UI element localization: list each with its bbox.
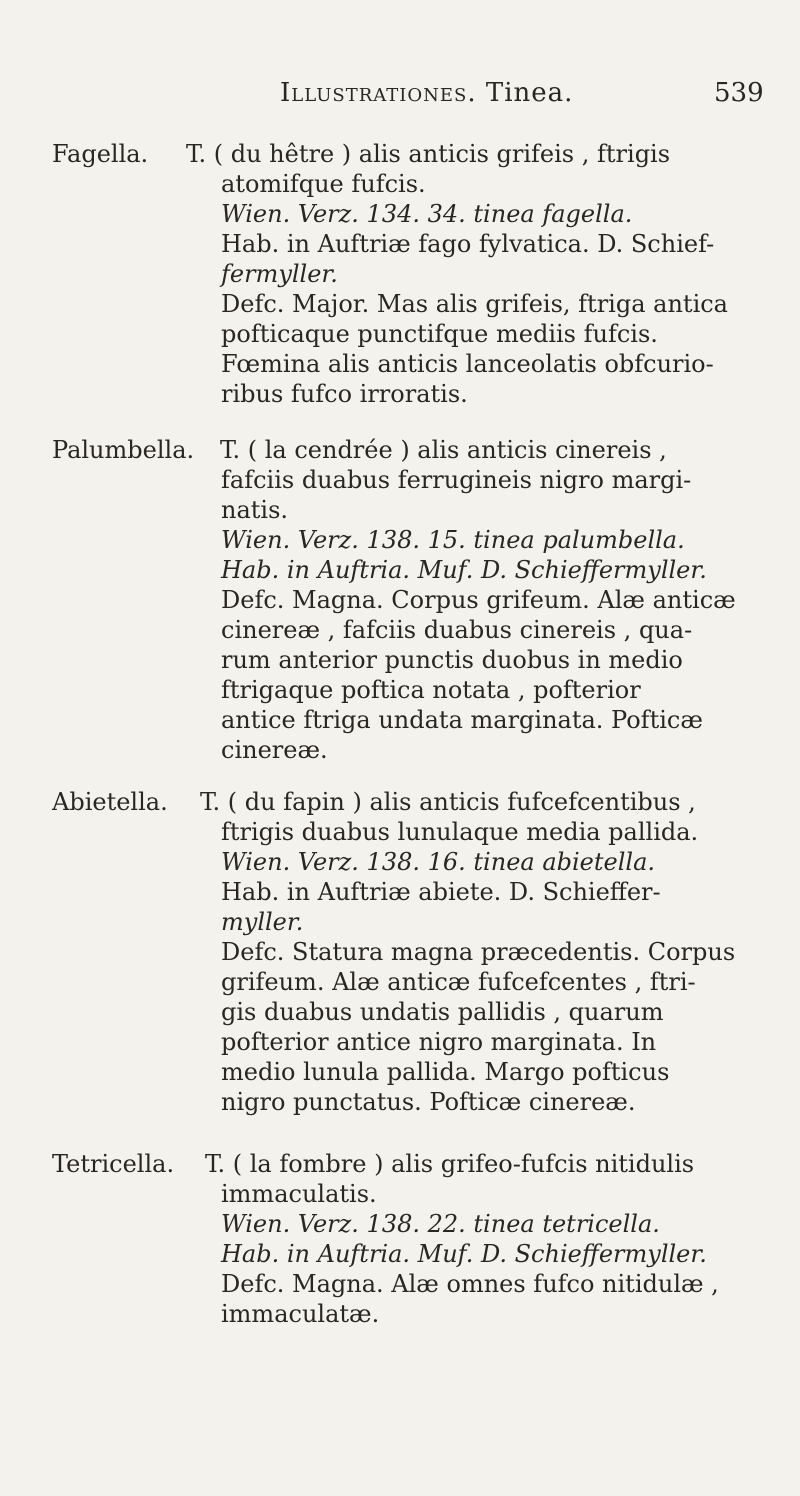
running-header — [0, 78, 800, 118]
species-entry-tetricella — [0, 1150, 800, 1330]
description-line: cinereæ. — [221, 736, 328, 764]
description-line: antice ftriga undata marginata. Pofticæ — [221, 706, 703, 734]
description-line: Defc. Magna. Alæ omnes fufco nitidulæ , — [221, 1270, 719, 1298]
description-line: ftrigaque poftica notata , pofterior — [221, 676, 641, 704]
species-entry-fagella — [0, 140, 800, 410]
description-line: nigro punctatus. Pofticæ cinereæ. — [221, 1088, 636, 1116]
species-name: Palumbella. — [52, 436, 195, 464]
description-line: fafciis duabus ferrugineis nigro margi- — [221, 466, 692, 494]
description-line: T. ( du fapin ) alis anticis fufcefcentibus , — [200, 788, 696, 816]
description-line: Wien. Verz. 138. 16. tinea abietella. — [221, 848, 656, 876]
description-line: Hab. in Auftria. Muf. D. Schieffermyller. — [221, 1240, 707, 1268]
species-name: Fagella. — [52, 140, 149, 168]
description-line: pofticaque punctifque mediis fufcis. — [221, 320, 658, 348]
description-line: natis. — [221, 496, 289, 524]
running-title: Illustrationes. Tinea. — [280, 78, 574, 108]
species-entry-palumbella — [0, 436, 800, 766]
species-name: Tetricella. — [52, 1150, 175, 1178]
species-name: Abietella. — [52, 788, 168, 816]
description-line: ftrigis duabus lunulaque media pallida. — [221, 818, 699, 846]
description-line: Wien. Verz. 138. 22. tinea tetricella. — [221, 1210, 660, 1238]
description-line: Defc. Statura magna præcedentis. Corpus — [221, 938, 736, 966]
species-entry-abietella — [0, 788, 800, 1118]
description-line: T. ( la fombre ) alis grifeo-fufcis nitidulis — [205, 1150, 695, 1178]
description-line: Wien. Verz. 138. 15. tinea palumbella. — [221, 526, 685, 554]
description-line: fermyller. — [221, 260, 338, 288]
description-line: rum anterior punctis duobus in medio — [221, 646, 683, 674]
description-line: Hab. in Auftriæ fago fylvatica. D. Schief- — [221, 230, 715, 258]
description-line: atomifque fufcis. — [221, 170, 426, 198]
description-line: Hab. in Auftriæ abiete. D. Schieffer- — [221, 878, 661, 906]
description-line: grifeum. Alæ anticæ fufcefcentes , ftri- — [221, 968, 696, 996]
description-line: Defc. Magna. Corpus grifeum. Alæ anticæ — [221, 586, 736, 614]
description-line: Defc. Major. Mas alis grifeis, ftriga antica — [221, 290, 728, 318]
description-line: Hab. in Auftria. Muf. D. Schieffermyller. — [221, 556, 707, 584]
description-line: Wien. Verz. 134. 34. tinea fagella. — [221, 200, 633, 228]
description-line: immaculatæ. — [221, 1300, 380, 1328]
description-line: ribus fufco irroratis. — [221, 380, 468, 408]
description-line: myller. — [221, 908, 304, 936]
description-line: cinereæ , fafciis duabus cinereis , qua- — [221, 616, 693, 644]
description-line: gis duabus undatis pallidis , quarum — [221, 998, 664, 1026]
description-line: pofterior antice nigro marginata. In — [221, 1028, 657, 1056]
description-line: Fœmina alis anticis lanceolatis obfcurio- — [221, 350, 714, 378]
description-line: immaculatis. — [221, 1180, 377, 1208]
page-number: 539 — [714, 78, 764, 108]
description-line: medio lunula pallida. Margo pofticus — [221, 1058, 670, 1086]
description-line: T. ( la cendrée ) alis anticis cinereis , — [220, 436, 667, 464]
description-line: T. ( du hêtre ) alis anticis grifeis , ftrigis — [186, 140, 671, 168]
